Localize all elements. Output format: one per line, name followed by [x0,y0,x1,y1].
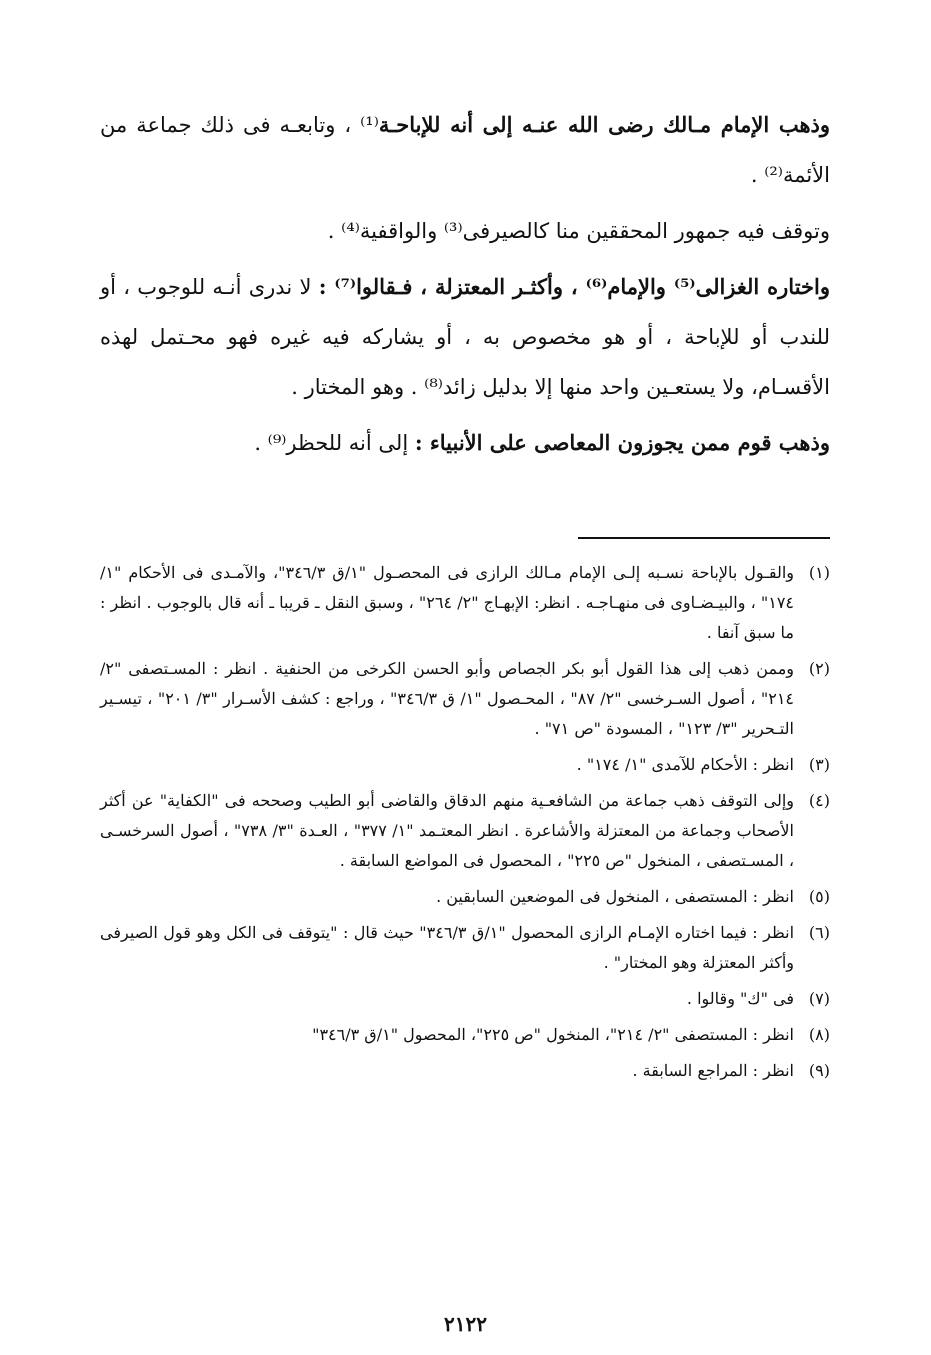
paragraph-1-rest: ⁽¹⁾ ، وتابعـه فى ذلك جماعة من الأئمة⁽²⁾ . [100,113,830,187]
footnote-2-number: (٢) [808,659,830,678]
footnote-3-number: (٣) [808,755,830,774]
paragraph-3-rest: لا ندرى أنـه للوجوب ، أو للندب أو للإباحة ، أو هو مخصوص به ، أو يشاركه فيه غيره فهو محـتمل لهذه الأقسـام، ولا يستعـين واحد منها إلا بدليل زائد⁽⁸⁾ . وهو المختار . [100,275,830,399]
footnote-8-text: انظر : المستصفى "٢/ ٢١٤"، المنخول "ص ٢٢٥"، المحصول "١/ق ٣٤٦/٣" [312,1025,794,1044]
footnote-8 [100,1020,830,1050]
footnote-1 [100,558,830,648]
footnote-9-text: انظر : المراجع السابقة . [632,1061,794,1080]
footnote-5 [100,882,830,912]
footnote-8-number: (٨) [808,1025,830,1044]
footnote-7-text: فى "ك" وقالوا . [686,989,794,1008]
paragraph-3 [100,262,830,412]
footnote-4-number: (٤) [808,791,830,810]
footnote-7 [100,984,830,1014]
paragraph-1 [100,100,830,200]
footnote-5-text: انظر : المستصفى ، المنخول فى الموضعين السابقين . [436,887,794,906]
paragraph-4-lead: وذهب قوم ممن يجوزون المعاصى على الأنبياء : [414,430,830,455]
footnote-separator [578,537,830,539]
footnote-1-text: والقـول بالإباحة نسـبه إلـى الإمام مـالك الرازى فى المحصـول "١/ق ٣٤٦/٣"، والآمـدى فى الأحكام "١/ ١٧٤" ، والبيـضـاوى فى منهـاجـه . انظر: الإبهـاج "٢/ ٢٦٤" ، وسبق النقل ـ قريبا ـ أنه قال بالوجوب . انظر : ما سبق آنفا . [100,563,795,642]
footnote-5-number: (٥) [808,887,830,906]
paragraph-4-rest: إلى أنه للحظر⁽⁹⁾ . [254,431,415,455]
footnote-7-number: (٧) [808,989,830,1008]
paragraph-2 [100,206,830,256]
main-text [100,100,830,474]
footnote-4-text: وإلى التوقف ذهب جماعة من الشافعـية منهم الدقاق والقاضى أبو الطيب وصححه فى "الكفاية" عن أكثر الأصحاب وجماعة من المعتزلة والأشاعرة . انظر المعتـمد "١/ ٣٧٧" ، العـدة "٣/ ٧٣٨" ، أصول السرخسـى ، المسـتصفى ، المنخول "ص ٢٢٥" ، المحصول فى المواضع السابقة . [100,791,794,870]
paragraph-2-rest: وتوقف فيه جمهور المحققين منا كالصيرفى⁽³⁾ والواقفية⁽⁴⁾ . [327,219,830,243]
footnote-3 [100,750,830,780]
footnote-4 [100,786,830,876]
paragraph-4 [100,418,830,468]
footnote-9-number: (٩) [808,1061,830,1080]
footnote-6-number: (٦) [808,923,830,942]
footnote-3-text: انظر : الأحكام للآمدى "١/ ١٧٤" . [576,755,794,774]
footnote-6-text: انظر : فيما اختاره الإمـام الرازى المحصول "١/ق ٣٤٦/٣" حيث قال : "يتوقف فى الكل وهو قول الصيرفى وأكثر المعتزلة وهو المختار" . [100,923,795,972]
footnote-2 [100,654,830,744]
footnote-9 [100,1056,830,1086]
footnote-6 [100,918,830,978]
footnote-2-text: وممن ذهب إلى هذا القول أبو بكر الجصاص وأبو الحسن الكرخى من الحنفية . انظر : المسـتصفى "٢/ ٢١٤" ، أصول السـرخسى "٢/ ٨٧" ، المحـصول "١/ ق ٣٤٦/٣" ، وراجع : كشف الأسـرار "٣/ ٢٠١" ، تيسـير التـحرير "٣/ ١٢٣" ، المسودة "ص ٧١" . [100,659,794,738]
page-number: ٢١٢٢ [444,1312,487,1336]
footnotes [100,558,830,1092]
footnote-1-number: (١) [808,563,830,582]
paragraph-3-lead: واختاره الغزالى⁽⁵⁾ والإمام⁽⁶⁾ ، وأكثـر المعتزلة ، فـقالوا⁽⁷⁾ : [318,274,830,299]
paragraph-1-lead: وذهب الإمام مـالك رضى الله عنـه إلى أنه للإباحـة [378,112,831,137]
